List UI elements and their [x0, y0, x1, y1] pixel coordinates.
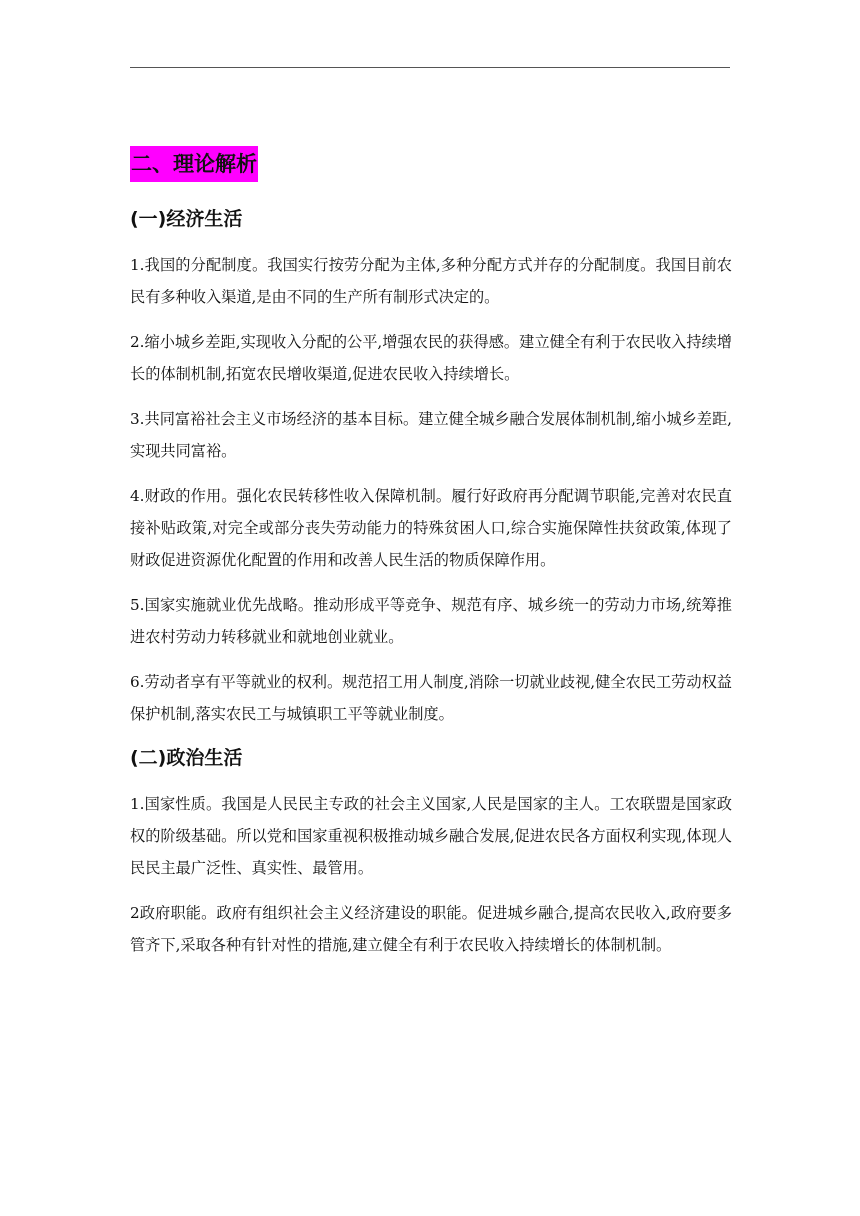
economy-paragraph-6: 6.劳动者享有平等就业的权利。规范招工用人制度,消除一切就业歧视,健全农民工劳动权益保护机制,落实农民工与城镇职工平等就业制度。 — [130, 673, 732, 723]
economy-paragraph-1: 1.我国的分配制度。我国实行按劳分配为主体,多种分配方式并存的分配制度。我国目前农民有多种收入渠道,是由不同的生产所有制形式决定的。 — [130, 256, 732, 306]
economy-paragraph-3: 3.共同富裕社会主义市场经济的基本目标。建立健全城乡融合发展体制机制,缩小城乡差距,实现共同富裕。 — [130, 410, 732, 460]
document-body — [130, 146, 732, 974]
politics-paragraph-1: 1.国家性质。我国是人民民主专政的社会主义国家,人民是国家的主人。工农联盟是国家政权的阶级基础。所以党和国家重视积极推动城乡融合发展,促进农民各方面权利实现,体现人民民主最广泛性、真实性、最管用。 — [130, 795, 732, 877]
politics-paragraph-2: 2政府职能。政府有组织社会主义经济建设的职能。促进城乡融合,提高农民收入,政府要多管齐下,采取各种有针对性的措施,建立健全有利于农民收入持续增长的体制机制。 — [130, 904, 732, 954]
economy-paragraph-2: 2.缩小城乡差距,实现收入分配的公平,增强农民的获得感。建立健全有利于农民收入持续增长的体制机制,拓宽农民增收渠道,促进农民收入持续增长。 — [130, 333, 732, 383]
politics-heading: (二)政治生活 — [130, 747, 243, 769]
section-title: 二、理论解析 — [130, 146, 258, 182]
economy-heading: (一)经济生活 — [130, 208, 243, 230]
header-rule — [130, 67, 730, 68]
economy-paragraph-5: 5.国家实施就业优先战略。推动形成平等竞争、规范有序、城乡统一的劳动力市场,统筹推进农村劳动力转移就业和就地创业就业。 — [130, 596, 732, 646]
economy-paragraph-4: 4.财政的作用。强化农民转移性收入保障机制。履行好政府再分配调节职能,完善对农民直接补贴政策,对完全或部分丧失劳动能力的特殊贫困人口,综合实施保障性扶贫政策,体现了财政促进资源优化配置的作用和改善人民生活的物质保障作用。 — [130, 487, 732, 569]
